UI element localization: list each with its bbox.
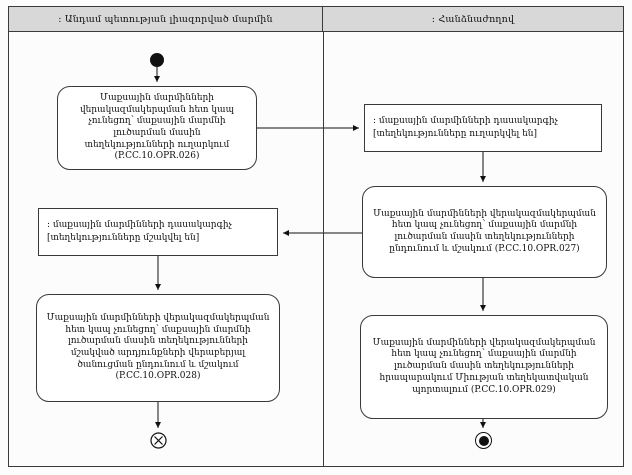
lane-header-authorized-body <box>9 7 323 32</box>
lane-divider <box>323 32 324 466</box>
action-026-label <box>67 93 247 163</box>
action-receive-process-027 <box>362 186 607 278</box>
object-classifier-sent-name: : մաքսային մարմինների դասակարգիչ <box>373 115 558 126</box>
object-classifier-sent-state: [տեղեկությունները ուղարկվել են] <box>373 129 538 139</box>
object-classifier-sent <box>364 104 602 152</box>
action-028-code: (P.CC.10.OPR.028) <box>115 371 201 382</box>
lane-title-commission: : Հանձնաժողով <box>431 13 515 25</box>
action-026-code: (P.CC.10.OPR.026) <box>114 151 200 162</box>
action-send-information-026 <box>57 86 257 170</box>
action-029-label <box>370 338 598 396</box>
action-027-code: (P.CC.10.OPR.027) <box>494 243 580 254</box>
flow-final-icon <box>150 432 167 449</box>
action-029-code: (P.CC.10.OPR.029) <box>470 384 556 395</box>
object-classifier-processed-name: : մաքսային մարմինների դասակարգիչ <box>47 219 232 230</box>
flow-final-node <box>150 432 167 449</box>
object-classifier-processed-state: [տեղեկությունները մշակվել են] <box>47 233 200 243</box>
action-publish-portal-029 <box>360 315 608 419</box>
action-027-label <box>372 209 597 256</box>
action-028-label <box>46 313 270 383</box>
action-027-text: Մաքսային մարմինների վերակազմակերպման հետ կապ չունեցող՝ մաքսային մարմնի լուծարման մասին տեղեկությունների ընդունում և մշակում <box>373 208 596 254</box>
action-026-text: Մաքսային մարմինների վերակազմակերպման հետ կապ չունեցող՝ մաքսային մարմնի լուծարման մասին տեղեկությունների ուղարկում <box>79 92 235 150</box>
activity-final-node <box>475 432 492 449</box>
action-028-text: Մաքսային մարմինների վերակազմակերպման հետ կապ չունեցող՝ մաքսային մարմնի լուծարման մասին տեղեկությունների մշակված արդյունքների վերաբերյալ ծանուցման ընդունում և մշակում <box>46 312 270 370</box>
activity-final-dot <box>479 436 489 446</box>
initial-node <box>150 53 164 67</box>
lane-header-commission <box>323 7 623 32</box>
object-classifier-processed <box>38 208 278 256</box>
lane-title-authorized-body: : Անդամ պետության լիազորված մարմին <box>58 13 273 25</box>
action-029-text: Մաքսային մարմինների վերակազմակերպման հետ կապ չունեցող՝ մաքսային մարմնի լուծարման մասին տեղեկությունների հրապարակում Միության տեղեկատվական պորտալում <box>372 337 596 395</box>
action-receive-notification-028 <box>36 294 280 402</box>
